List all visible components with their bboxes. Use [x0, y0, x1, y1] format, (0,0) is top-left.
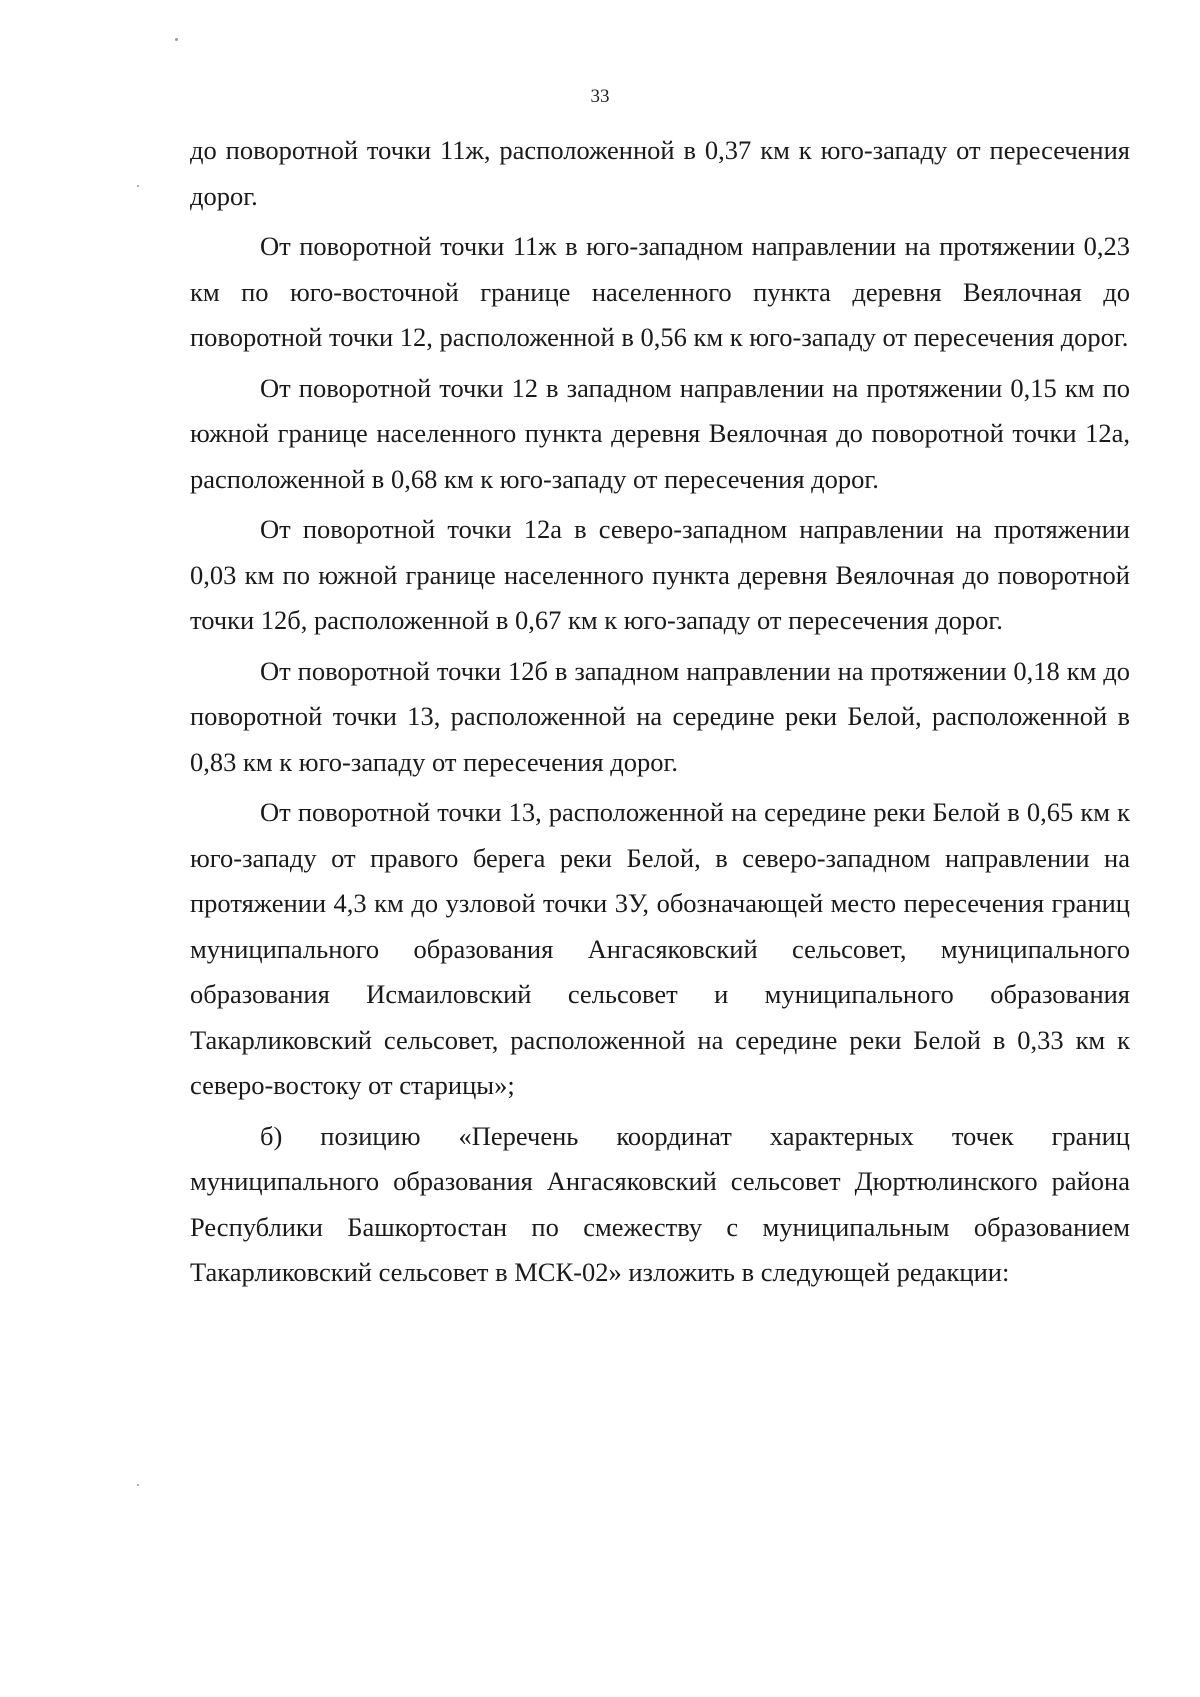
page-number: 33: [590, 86, 610, 107]
scan-speck: [175, 38, 178, 41]
paragraph-continuation: до поворотной точки 11ж, расположенной в 0,37 км к юго-западу от пересечения дорог.: [190, 135, 1130, 211]
paragraph-point-12: От поворотной точки 12 в западном направлении на протяжении 0,15 км по южной границе населенного пункта деревня Веялочная до поворотной точки 12а, расположенной в 0,68 км к юго-западу от пересечения дорог.: [190, 372, 1130, 494]
paragraph-point-12a: От поворотной точки 12а в северо-западном направлении на протяжении 0,03 км по южной границе населенного пункта деревня Веялочная до поворотной точки 12б, расположенной в 0,67 км к юго-западу от пересечения дорог.: [190, 514, 1130, 635]
scan-speck: [137, 185, 139, 187]
scan-speck: [137, 1484, 139, 1486]
paragraph-point-11zh: От поворотной точки 11ж в юго-западном направлении на протяжении 0,23 км по юго-восточной границе населенного пункта деревня Веялочная до поворотной точки 12, расположенной в 0,56 км к юго-западу от пересечения дорог.: [190, 231, 1130, 352]
paragraph-point-13: От поворотной точки 13, расположенной на середине реки Белой в 0,65 км к юго-западу от правого берега реки Белой, в северо-западном направлении на протяжении 4,3 км до узловой точки 3У, обозначающей место пересечения границ муниципального образования Ангасяковский сельсовет, муниципального образования Исмаиловский сельсовет и муниципального образования Такарликовский сельсовет, расположенной на середине реки Белой в 0,33 км к северо-востоку от старицы»;: [190, 797, 1130, 1100]
paragraph-point-12b: От поворотной точки 12б в западном направлении на протяжении 0,18 км до поворотной точки 13, расположенной на середине реки Белой, расположенной в 0,83 км к юго-западу от пересечения дорог.: [190, 655, 1130, 777]
paragraph-position-b: б) позицию «Перечень координат характерных точек границ муниципального образования Ангасяковский сельсовет Дюртюлинского района Республики Башкортостан по смежеству с муниципальным образованием Такарликовский сельсовет в МСК-02» изложить в следующей редакции:: [190, 1120, 1130, 1287]
document-body: [190, 128, 1130, 1296]
